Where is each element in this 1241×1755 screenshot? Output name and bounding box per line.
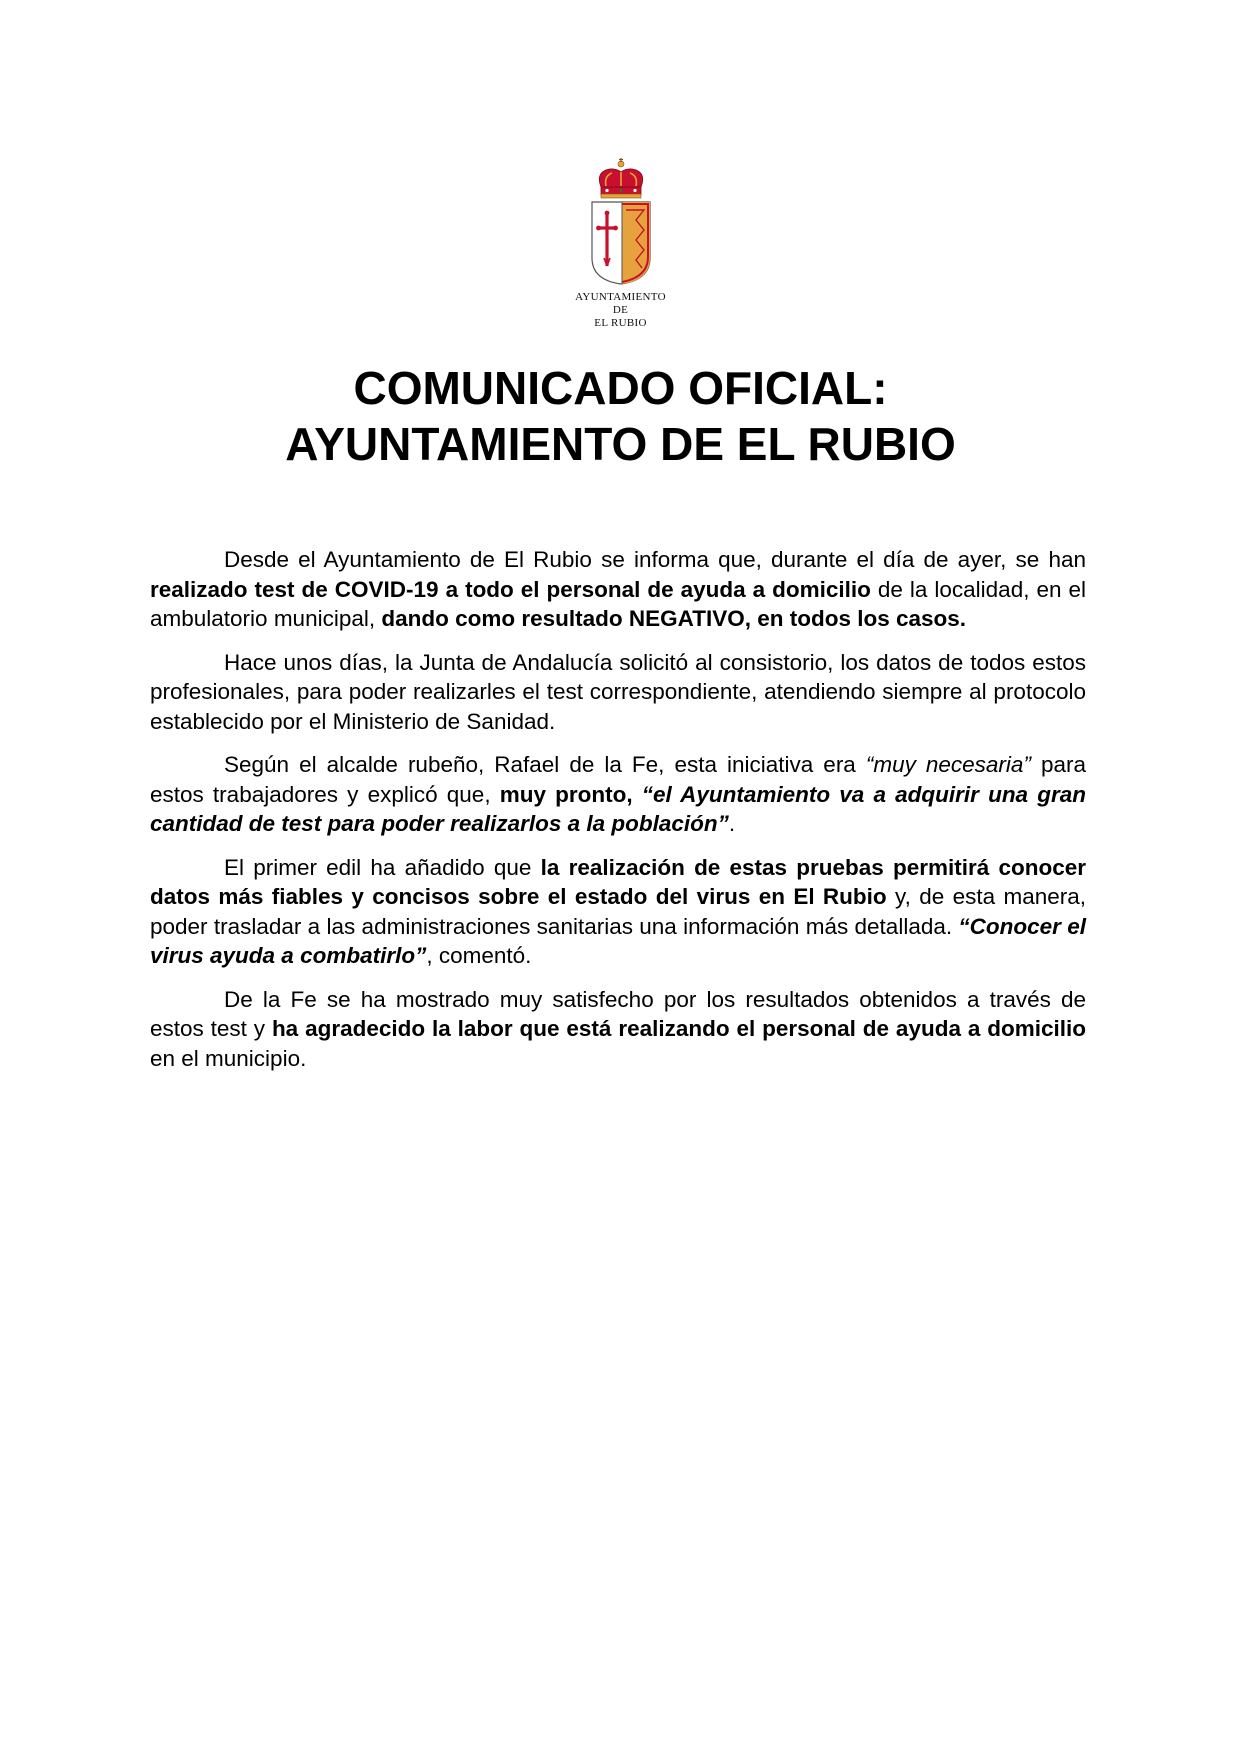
bold-text: muy pronto, xyxy=(499,781,642,807)
municipal-crest xyxy=(545,158,696,338)
crest-caption-line: EL RUBIO xyxy=(594,317,647,329)
italic-quote: “muy necesaria” xyxy=(865,752,1031,777)
bold-text: dando como resultado NEGATIVO, en todos los casos. xyxy=(381,606,967,631)
page-title xyxy=(100,360,1141,472)
crest-caption xyxy=(545,291,696,330)
crown-icon xyxy=(599,158,642,198)
paragraph-text: . xyxy=(728,811,736,836)
paragraph-5 xyxy=(150,985,1086,1074)
title-line-1: COMUNICADO OFICIAL: xyxy=(353,362,888,414)
bold-text: ha agradecido la labor que está realizando el personal de ayuda a domicilio xyxy=(271,1016,1086,1041)
paragraph-text: El primer edil ha añadido que xyxy=(224,854,541,880)
coat-of-arms-icon xyxy=(586,158,656,285)
paragraph-text: de la localidad, en el ambulatorio municipal, xyxy=(150,576,1086,631)
shield-icon xyxy=(592,202,650,284)
bold-italic-quote: “el Ayuntamiento va a adquirir una gran cantidad de test para poder realizarlos a la población” xyxy=(150,781,1086,836)
paragraph-text: en el municipio. xyxy=(150,1045,307,1071)
paragraph-text: , comentó. xyxy=(426,943,532,968)
paragraph-2 xyxy=(150,648,1086,737)
paragraph-3 xyxy=(150,750,1086,839)
bold-text: la realización de estas pruebas permitirá conocer datos más fiables y concisos sobre el estado del virus en El Rubio xyxy=(150,854,1086,909)
crest-caption-line: AYUNTAMIENTO xyxy=(575,291,666,303)
paragraph-text: Desde el Ayuntamiento de El Rubio se informa que, durante el día de ayer, se han xyxy=(224,547,1086,572)
paragraph-1 xyxy=(150,545,1086,634)
paragraph-text: Hace unos días, la Junta de Andalucía solicitó al consistorio, los datos de todos estos profesionales, para poder realizarles el test correspondiente, atendiendo siempre al protocolo establecido por el Ministerio de Sanidad. xyxy=(150,649,1086,734)
crest-caption-line: DE xyxy=(612,304,629,316)
document-body xyxy=(150,545,1086,1087)
bold-text: realizado test de COVID-19 a todo el personal de ayuda a domicilio xyxy=(150,576,871,602)
paragraph-text: y, de esta manera, poder trasladar a las administraciones sanitarias una información más detallada. xyxy=(150,884,1086,939)
paragraph-text: Según el alcalde rubeño, Rafael de la Fe, esta iniciativa era xyxy=(224,752,866,777)
bold-italic-quote: “Conocer el virus ayuda a combatirlo” xyxy=(150,913,1086,968)
title-line-2: AYUNTAMIENTO DE EL RUBIO xyxy=(285,418,956,470)
paragraph-text: De la Fe se ha mostrado muy satisfecho por los resultados obtenidos a través de estos test y xyxy=(150,986,1086,1041)
paragraph-text: para estos trabajadores y explicó que, xyxy=(150,752,1086,807)
paragraph-4 xyxy=(150,853,1086,971)
